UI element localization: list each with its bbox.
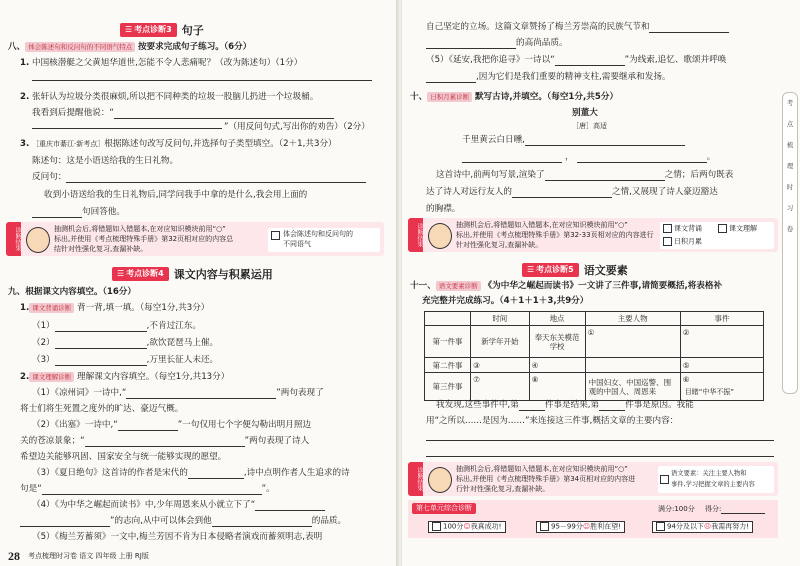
q9-recite-2-tail: ,欲饮琵琶马上催。 (146, 338, 219, 348)
q8-p2-num: 2. (20, 92, 30, 102)
q10-opt1[interactable] (663, 224, 702, 234)
q8-p1-num: 1. (20, 58, 30, 68)
q8-option-text: 体会陈述句和反问句的 (283, 230, 353, 238)
score-full: 满分:100分 (658, 505, 695, 513)
q11-diagnosis-box (408, 462, 778, 496)
row2-time[interactable]: ③ (471, 358, 530, 373)
student-face-icon (26, 227, 50, 253)
score-opt2-checkbox[interactable] (540, 522, 549, 531)
score-opt2[interactable] (536, 521, 625, 533)
q11-option-text2: 事件,学习把握文章的主要内容 (671, 481, 755, 488)
q9-recite-3-line[interactable] (55, 356, 147, 366)
poem-line1-text: 千里黄云白日曛, (462, 135, 525, 145)
score-summary (658, 504, 765, 514)
smile-icon-1: ☺ (463, 522, 471, 531)
section4-banner (112, 266, 273, 282)
table-row (425, 326, 764, 358)
rp-top-l3 (426, 55, 726, 66)
q8-p1-answer-line[interactable] (32, 80, 372, 81)
q11-header (410, 281, 722, 292)
q10-opt1-text: 课文背诵 (674, 224, 702, 233)
rp-top-l1 (426, 22, 729, 33)
q9-recite-1-line[interactable] (55, 322, 147, 332)
side-char-6: 习 (786, 204, 794, 212)
table-header-event: 事件 (680, 312, 763, 326)
poem-line2-blank-a[interactable] (462, 153, 562, 163)
q8-diagnosis-label: 诊断结果 (6, 222, 21, 256)
section5-banner (522, 262, 628, 278)
q9-recite-2 (32, 338, 218, 349)
section4-title: 课文内容与积累运用 (173, 268, 273, 281)
q9-p1-num: 1. (20, 303, 30, 313)
q8-hint-line2: 标出,并使用《考点梳理特殊手册》第32页相对应的内容总 (54, 235, 234, 243)
q9-item2-line[interactable] (118, 421, 178, 431)
q9-p2-num: 2. (20, 372, 30, 382)
q9-p2-text: 理解课文内容填空。（每空1分,共13分） (76, 372, 230, 382)
q11-table (424, 311, 764, 401)
q9-item3-2 (20, 484, 275, 495)
row3-event-num: ⑥ (682, 375, 690, 384)
q9-recite-1-tail: ,不肯过江东。 (146, 321, 201, 331)
row2-place[interactable]: ④ (529, 358, 585, 373)
q8-hint-line3: 结针对性强化复习,查漏补缺。 (54, 245, 148, 253)
q8-p3-fill: 收到小语送给我的生日礼物后,同学问我手中拿的是什么,我会用上面的 (44, 190, 308, 200)
unit-score-panel (408, 500, 778, 538)
q9-item4-2 (20, 516, 346, 527)
q9-item1-c: 将士们将生死置之度外的旷达、豪迈气概。 (20, 404, 184, 414)
q8-option-checkbox[interactable] (271, 231, 280, 240)
section3-banner (120, 22, 204, 38)
q9-recite-2-line[interactable] (55, 339, 147, 349)
row3-place[interactable]: ⑧ (529, 373, 585, 401)
side-char-3: 梳 (786, 141, 794, 149)
q10-fill1 (436, 170, 733, 181)
q10-opt2-text: 课文理解 (729, 224, 757, 233)
q9-recite-3 (32, 355, 218, 366)
q11-after1-a: 我发现,这些事件中,第 (436, 400, 519, 410)
q10-fill2a-text: 达了诗人对远行友人的 (426, 187, 512, 197)
poem-line1 (462, 135, 685, 146)
q8-p3-ask-text: 反问句： (32, 172, 67, 182)
q9-item4 (32, 500, 325, 511)
q8-p2-ask (32, 108, 334, 119)
left-footer (8, 549, 149, 564)
q10-fill2 (426, 187, 718, 198)
q9-item2-line2[interactable] (85, 437, 245, 447)
rp-top-l2-line[interactable] (426, 39, 516, 49)
left-page (0, 0, 398, 566)
q11-hint-line2: 标出,并使用《考点梳理特殊手册》第34页相对应的内容进 (456, 475, 636, 483)
q8-option-text2: 不同语气 (283, 240, 311, 248)
section5-badge: ☰ 考点诊断5 (522, 263, 579, 277)
score-got: 得分: (704, 505, 722, 513)
q10-fill3: 的胸襟。 (426, 204, 461, 214)
side-char-4: 理 (786, 162, 794, 170)
q8-p3-text: 根据陈述句改写反问句,并选择句子类型填空。（2＋1,共3分） (104, 139, 337, 149)
q11-answer-line1[interactable] (426, 440, 774, 441)
section3-badge-text: 考点诊断3 (134, 25, 172, 34)
poem-line2-end: 。 (706, 152, 716, 162)
score-opt2-range: 95－99分 (551, 522, 583, 531)
poem-line2-blank-b[interactable] (577, 153, 707, 163)
score-opt1-text: 我真成功! (470, 522, 502, 531)
row3-event[interactable] (680, 373, 763, 401)
q8-header (8, 42, 251, 53)
q8-p2 (20, 92, 318, 103)
q9-item4-b: ”的志向,从中可以体会到他 (110, 516, 212, 526)
q10-fill1b-text: 之情；后两句既表 (664, 170, 734, 180)
q9-text: 根据课文内容填空。（16分） (25, 287, 136, 297)
score-opt2-text: 胜利在望! (590, 522, 621, 531)
student-face-icon-2 (428, 223, 452, 249)
section3-title: 句子 (181, 24, 204, 37)
q10-hint-line1: 抽测机会后,将错题如入错题本,在对应知识模块前用“○” (456, 221, 628, 229)
q9-item3-b: ,诗中点明作者人生追求的诗 (243, 468, 350, 478)
section4-badge: ☰ 考点诊断4 (112, 267, 169, 281)
q10-fill1-line[interactable] (545, 171, 665, 181)
unit-score-title: 第七单元综合诊断 (412, 503, 476, 514)
q10-hint-line2: 标出,并使用《考点梳理特殊手册》第32-33页相对应的内容进行 (456, 231, 654, 239)
section4-badge-text: 考点诊断4 (126, 269, 164, 278)
rp-top-l2-text: 的高尚品质。 (516, 38, 568, 48)
table-header-place: 地点 (529, 312, 585, 326)
score-opt3-range: 94分及以下 (667, 522, 704, 531)
q9-item3-line[interactable] (188, 469, 244, 479)
q11-text: 《为中华之崛起而读书》一文讲了三件事,请简要概括,将表格补 (483, 281, 723, 291)
q9-item4-line3[interactable] (212, 517, 312, 527)
q9-recite-1-num: （1） (32, 321, 55, 331)
q8-p2-ask-text: 我看到后提醒他说：“ (32, 108, 114, 118)
section5-badge-text: 考点诊断5 (536, 265, 574, 274)
q11-option-text1: 语文要素：关注主要人物和 (671, 470, 747, 477)
table-header-row (425, 312, 764, 326)
section5-title: 语文要素 (583, 264, 628, 277)
q8-p2-text: 张轩认为垃圾分类很麻烦,所以把不同种类的垃圾一股脑儿扔进一个垃圾桶。 (31, 92, 319, 102)
q11-hint-line1: 抽测机会后,将错题如入错题本,在对应知识模块前用“○” (456, 465, 628, 473)
q9-item2-c: 关的苍凉景象；“ (20, 436, 85, 446)
poem-line2: ， 。 (462, 152, 715, 163)
q9-item1-a: （1）《凉州词》一诗中,“ (32, 388, 127, 398)
q10-hint-line3: 针对性强化复习,查漏补缺。 (456, 241, 543, 249)
row1-event[interactable]: ② (680, 326, 763, 358)
q10-fill2b-text: 之情,又展现了诗人豪迈豁达 (611, 187, 718, 197)
q9-item2-a: （2）《出塞》一诗中,“ (32, 420, 118, 430)
rp-top-l1-text: 自己坚定的立场。这篇文章赞扬了梅兰芳崇高的民族气节和 (426, 22, 650, 32)
q9-p2 (20, 372, 229, 383)
row3-label: 第三件事 (425, 373, 471, 401)
q11-option-box (658, 466, 774, 493)
q10-num: 十、 (410, 92, 428, 102)
q8-p3 (20, 139, 337, 150)
q10-opt3-checkbox[interactable] (663, 237, 672, 246)
q8-tag: 体会陈述句和反问句的不同语气特点 (25, 42, 135, 52)
q9-item2 (32, 420, 311, 431)
q9-item3-c: 句是“ (20, 484, 42, 494)
q10-opt2[interactable] (718, 224, 757, 234)
rp-top-l2 (426, 38, 568, 49)
rp-top-l4-line[interactable] (426, 73, 476, 83)
rp-top-l4-text: ,因为它们是我们重要的精神支柱,需要继承和发扬。 (476, 72, 671, 82)
row3-time[interactable]: ⑦ (471, 373, 530, 401)
student-face-icon-3 (428, 467, 452, 493)
row2-label: 第二件事 (425, 358, 471, 373)
q11-after1-c: 件事是原因。我能 (625, 400, 694, 410)
q11-after1 (436, 400, 694, 411)
q9-recite-3-num: （3） (32, 355, 55, 365)
q8-p1-text: 中国核潜艇之父黄旭华道世,怎能不令人悲痛呢？（改为陈述句）（1分） (31, 58, 303, 68)
rp-top-l3-line[interactable] (555, 56, 625, 66)
side-tab (782, 92, 798, 394)
row3-people: 中国妇女、中国巡警、围观的中国人、周恩来 (585, 373, 680, 401)
q10-tag: 日积月累诊断 (427, 92, 472, 102)
q8-p3-tag: ［重庆市綦江·新考点］ (31, 140, 105, 148)
rp-top-l4 (426, 72, 671, 83)
q9-item4-line2[interactable] (20, 517, 110, 527)
sad-icon: ☹ (703, 522, 712, 531)
q8-hint-line1: 抽测机会后,将错题如入错题本,在对应知识模块前用“○” (54, 225, 226, 233)
q8-p3-fill2-text: 句回答他。 (82, 207, 125, 217)
q8-p1 (20, 58, 302, 69)
q9-item2-b: ”一句仅用七个字便勾勒出明月照边 (177, 420, 312, 430)
table-row (425, 358, 764, 373)
q9-item1 (32, 388, 324, 399)
score-opt1-checkbox[interactable] (432, 522, 441, 531)
poem-author: ［唐］高适 (572, 122, 607, 130)
row1-label: 第一件事 (425, 326, 471, 358)
page-number: 28 (8, 549, 20, 563)
score-got-line[interactable] (721, 504, 765, 514)
q11-hint-line3: 行针对性强化复习,查漏补缺。 (456, 485, 550, 493)
q10-header (410, 92, 618, 103)
rp-top-l3a: （5）《延安,我把你追寻》一诗以“ (426, 55, 555, 65)
q10-text: 默写古诗,并填空。（每空1分,共5分） (474, 92, 619, 102)
side-char-1: 考 (786, 99, 794, 107)
q9-item1-line[interactable] (126, 389, 276, 399)
q8-option-box (268, 228, 380, 252)
section3-badge: ☰ 考点诊断3 (120, 23, 177, 37)
q8-p3-fill2 (32, 207, 125, 218)
score-opt3[interactable] (652, 521, 753, 533)
q10-opt2-checkbox[interactable] (718, 224, 727, 233)
side-char-7: 卷 (786, 225, 794, 233)
table-header-people: 主要人物 (585, 312, 680, 326)
q8-p2-answer-line[interactable] (32, 128, 222, 129)
q10-option-box (660, 222, 774, 249)
score-opt3-checkbox[interactable] (656, 522, 665, 531)
q9-item4-a: （4）《为中华之崛起而读书》中,少年周恩来从小就立下了“ (32, 500, 256, 510)
q9-p1-text: 背一背,填一填。（每空1分,共3分） (76, 303, 210, 313)
side-char-5: 时 (786, 183, 794, 191)
poem-line1-blank[interactable] (525, 136, 685, 146)
q10-fill1-text: 这首诗中,前两句写景,渲染了 (436, 170, 545, 180)
q9-recite-3-tail: ,万里长征人未还。 (146, 355, 219, 365)
smile-icon-2: ☺ (582, 522, 591, 531)
q9-item3 (32, 468, 350, 479)
q11-num: 十一、 (410, 281, 436, 291)
q9-item5: （5）《梅兰芳蓄须》一文中,梅兰芳因不肯为日本侵略者演戏而蓄须明志,表明 (32, 532, 323, 542)
row1-people[interactable]: ① (585, 326, 680, 358)
q9-item4-line[interactable] (255, 501, 325, 511)
rp-top-l3b: ”为线索,追忆、歌颂并呼唤 (624, 55, 727, 65)
q9-item2-2 (20, 436, 309, 447)
row2-people[interactable] (585, 358, 680, 373)
side-char-2: 点 (786, 120, 794, 128)
score-opt1-range: 100分 (443, 522, 464, 531)
score-opt3-text: 我需再努力! (711, 522, 750, 531)
q8-p3-fill-line[interactable] (32, 208, 82, 218)
q8-p2-note: ”（用反问句式,写出你的劝告）（2分） (224, 122, 370, 132)
q8-p3-ask (32, 172, 366, 183)
q10-diagnosis-label: 诊断结果 (408, 218, 423, 252)
row2-event[interactable]: ⑤ (680, 358, 763, 373)
q11-text2: 充完整并完成练习。（4＋1＋1＋3,共9分） (422, 296, 589, 306)
q9-p1-tag: 课文背诵诊断 (29, 303, 74, 313)
q10-fill2-line[interactable] (512, 188, 612, 198)
q9-num: 九、 (8, 287, 26, 297)
q9-item4-c: 的品质。 (311, 516, 347, 526)
q8-p2-ask-line[interactable] (114, 109, 334, 119)
q9-recite-1 (32, 321, 201, 332)
q9-item1-b: ”两句表现了 (276, 388, 324, 398)
q8-diagnosis-box (6, 222, 384, 256)
q10-opt3-text: 日积月累 (674, 237, 702, 246)
q8-p3-statement: 陈述句：这是小语送给我的生日礼物。 (32, 156, 179, 166)
q10-opt3[interactable] (663, 237, 702, 247)
q9-item2-e: 希望边关能够巩固、国家安全与统一能够实现的愿望。 (20, 452, 227, 462)
q9-item2-d: ”两句表现了诗人 (244, 436, 310, 446)
q9-item3-d: ”。 (261, 484, 275, 494)
row3-event-text: 目睹“中华不振” (684, 388, 735, 396)
footer-text: 考点梳理时习卷 语文 四年级 上册 RJ版 (28, 552, 149, 560)
q11-after1-b: 件事是结果,第 (544, 400, 600, 410)
table-row (425, 373, 764, 401)
q11-tag: 语文要素诊断 (436, 281, 481, 291)
q11-after1-line2[interactable] (599, 401, 625, 411)
table-header-blank (425, 312, 471, 326)
q8-p3-ask-line[interactable] (66, 173, 366, 183)
q9-p2-tag: 课文理解诊断 (29, 372, 74, 382)
q10-diagnosis-box (408, 218, 778, 252)
row1-time: 新学年开始 (471, 326, 530, 358)
q11-diagnosis-label: 诊断结果 (408, 462, 423, 496)
q9-recite-2-num: （2） (32, 338, 55, 348)
q11-option-checkbox[interactable] (660, 475, 669, 484)
q11-after1-line1[interactable] (519, 401, 545, 411)
q9-p1 (20, 303, 209, 314)
score-opt1[interactable] (428, 521, 506, 533)
q11-after2: 用“之所以……是因为……”来连接这三件事,概括文章的主要内容： (426, 416, 679, 426)
q9-item3-line2[interactable] (42, 485, 262, 495)
q11-answer-line2[interactable] (426, 456, 774, 457)
poem-title: 别董大 (572, 108, 598, 118)
q8-num: 八、 (8, 42, 26, 52)
rp-top-l1-line[interactable] (649, 23, 729, 33)
row1-place: 奉天东关模范学校 (529, 326, 585, 358)
q10-opt1-checkbox[interactable] (663, 224, 672, 233)
q9-item3-a: （3）《夏日绝句》这首诗的作者是宋代的 (32, 468, 188, 478)
q8-text: 按要求完成句子练习。（6分） (137, 42, 252, 52)
table-header-time: 时间 (471, 312, 530, 326)
q9-header (8, 287, 136, 298)
q8-p3-num: 3. (20, 139, 30, 149)
right-page (402, 0, 800, 566)
